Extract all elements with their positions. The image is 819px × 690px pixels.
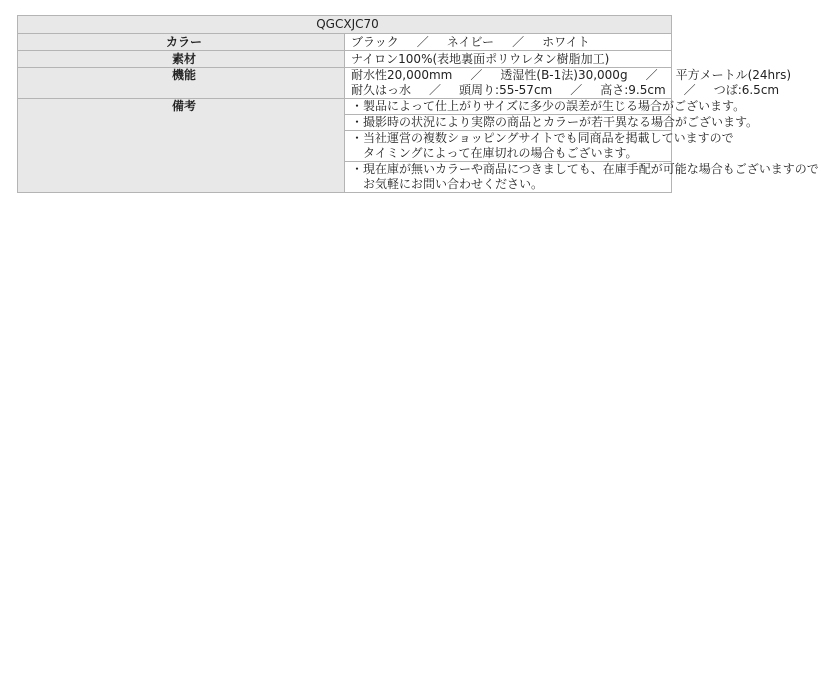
note-line: ・当社運営の複数ショッピングサイトでも同商品を掲載していますので [351,131,734,145]
color-value-1: ブラック [351,34,399,49]
function-item: 透湿性(B-1法)30,000g [500,68,628,82]
separator: ／ [570,83,583,97]
note-line-continued: タイミングによって在庫切れの場合もございます。 [363,146,638,160]
function-item: 頭周り:55-57cm [459,83,553,97]
material-row [18,51,672,68]
note-item-4 [345,162,819,193]
note-line: ・製品によって仕上がりサイズに多少の誤差が生じる場合がございます。 [351,99,746,113]
note-line-continued: お気軽にお問い合わせください。 [363,177,544,191]
function-item: つば:6.5cm [713,83,780,97]
note-item-3 [345,131,734,162]
function-line-1 [351,68,792,83]
color-row [18,34,672,51]
color-value-2: ネイビー [446,34,495,49]
product-code: QGCXJC70 [18,16,672,34]
notes-label: 備考 [18,99,345,193]
spec-table [17,15,819,193]
separator: ／ [429,83,442,97]
function-item: 高さ:9.5cm [600,83,666,97]
note-item-2 [345,115,759,131]
function-line-2 [351,83,780,98]
material-label: 素材 [18,51,345,68]
separator: ／ [470,68,483,82]
color-label: カラー [18,34,345,51]
note-line: ・撮影時の状況により実際の商品とカラーが若干異なる場合がございます。 [351,115,759,129]
separator: ／ [683,83,696,97]
function-row [18,68,672,99]
function-item: 耐水性20,000mm [351,68,453,82]
function-label: 機能 [18,68,345,99]
function-values [345,68,792,99]
function-item: 耐久はっ水 [351,83,412,97]
separator: ／ [416,34,429,49]
note-item-1 [345,99,746,115]
color-value-3: ホワイト [542,34,590,49]
color-values [345,34,672,51]
note-line: ・現在庫が無いカラーや商品につきましても、在庫手配が可能な場合もございますので [351,162,819,176]
title-row [18,16,672,34]
material-value: ナイロン100%(表地裏面ポリウレタン樹脂加工) [345,51,672,68]
separator: ／ [512,34,525,49]
note-row-1 [18,99,672,115]
separator: ／ [645,68,658,82]
function-item: 平方メートル(24hrs) [675,68,792,82]
